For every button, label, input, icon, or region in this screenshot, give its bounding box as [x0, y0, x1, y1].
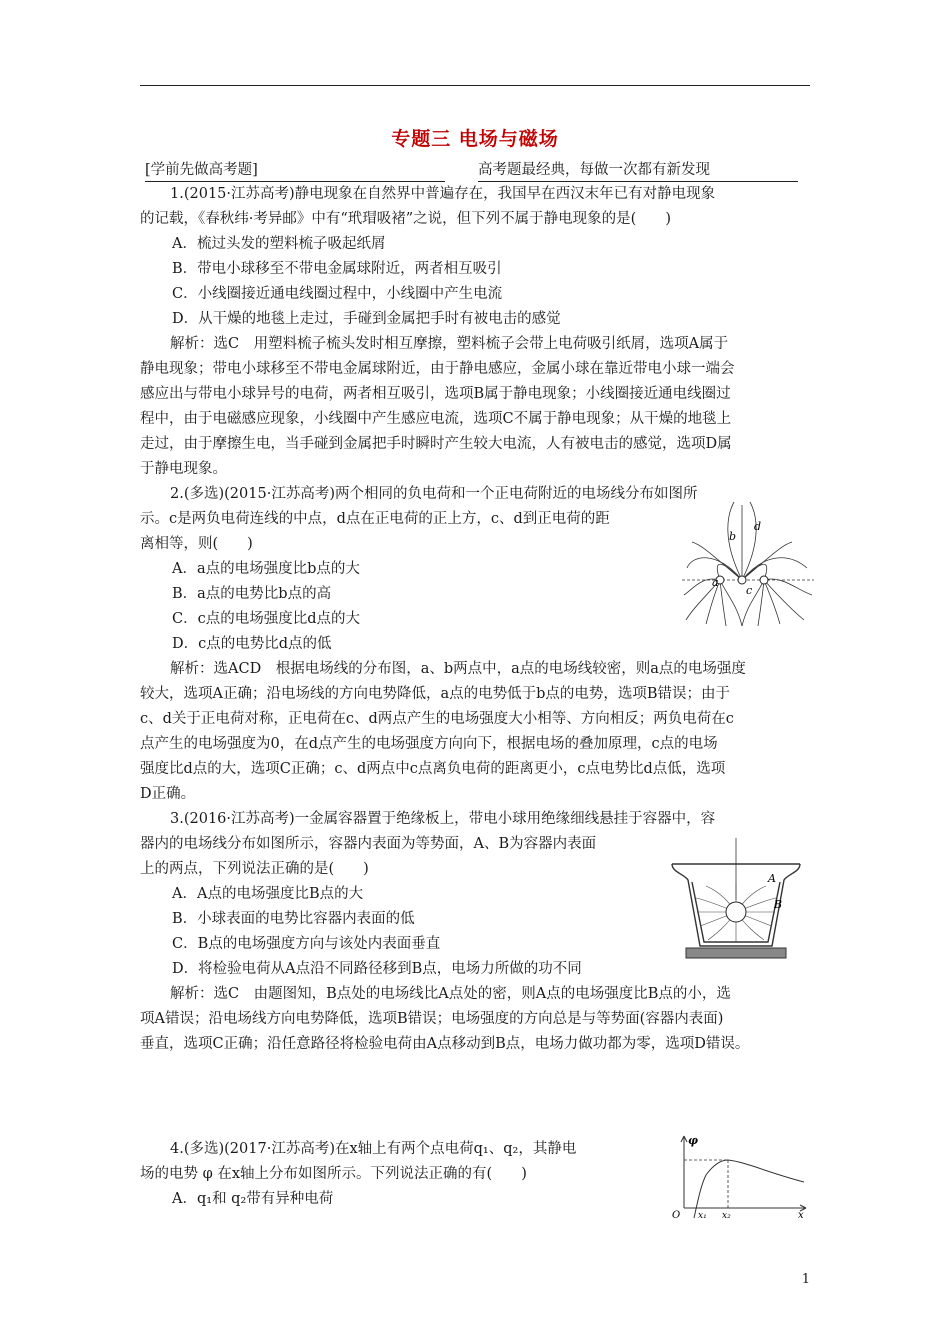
q3-option-b: B．小球表面的电势比容器内表面的低	[172, 911, 415, 927]
q3-option-c: C．B点的电场强度方向与该处内表面垂直	[172, 936, 441, 952]
q1-answer-line3: 感应出与带电小球异号的电荷，两者相互吸引，选项B属于静电现象；小线圈接近通电线圈过	[140, 386, 731, 402]
q3-answer-line2: 项A错误；沿电场线方向电势降低，选项B错误；电场强度的方向总是与等势面(容器内表面)	[140, 1011, 724, 1027]
q1-stem-line2: 的记载，《春秋纬·考异邮》中有“玳瑁吸褚”之说，但下列不属于静电现象的是( )	[140, 211, 671, 227]
q4-stem-line2: 场的电势 φ 在x轴上分布如图所示。下列说法正确的有( )	[140, 1166, 527, 1182]
header-rule	[140, 85, 810, 86]
q2-answer-line1: 解析：选ACD 根据电场线的分布图，a、b两点中，a点的电场线较密，则a点的电场强度	[170, 661, 746, 677]
q1-option-c: C．小线圈接近通电线圈过程中，小线圈中产生电流	[172, 286, 503, 302]
fig4-x2-label: x₂	[722, 1211, 731, 1220]
q2-option-b: B．a点的电势比b点的高	[172, 586, 332, 602]
fig3-label-a: A	[768, 872, 776, 885]
q2-option-a: A．a点的电场强度比b点的大	[172, 561, 360, 577]
q2-answer-line6: D正确。	[140, 786, 196, 802]
q1-option-d: D．从干燥的地毯上走过，手碰到金属把手时有被电击的感觉	[172, 311, 561, 327]
metal-container-figure	[666, 838, 806, 966]
fig2-label-d: d	[754, 520, 762, 533]
q4-stem-line1: 4.(多选)(2017·江苏高考)在x轴上有两个点电荷q₁、q₂，其静电	[170, 1141, 577, 1157]
q3-stem-line3: 上的两点，下列说法正确的是( )	[140, 861, 369, 877]
q3-option-a: A．A点的电场强度比B点的大	[172, 886, 364, 902]
q1-stem-line1: 1.(2015·江苏高考)静电现象在自然界中普遍存在，我国早在西汉末年已有对静电现象	[170, 186, 716, 202]
q3-answer-line1: 解析：选C 由题图知，B点处的电场线比A点处的密，则A点的电场强度比B点的小，选	[170, 986, 731, 1002]
fig2-label-a: a	[712, 576, 719, 589]
q1-answer-line4: 程中，由于电磁感应现象，小线圈中产生感应电流，选项C不属于静电现象；从干燥的地毯上	[140, 411, 732, 427]
q3-answer-line3: 垂直，选项C正确；沿任意路径将检验电荷由A点移动到B点，电场力做功都为零，选项D错误。	[140, 1036, 750, 1052]
q1-answer-line2: 静电现象；带电小球移至不带电金属球附近，由于静电感应，金属小球在靠近带电小球一端会	[140, 361, 735, 377]
fig4-phi-label: φ	[688, 1134, 698, 1147]
subheader-left: [学前先做高考题]	[145, 158, 445, 182]
q3-stem-line2: 器内的电场线分布如图所示，容器内表面为等势面，A、B为容器内表面	[140, 836, 597, 852]
subheader-right: 高考题最经典，每做一次都有新发现	[478, 158, 798, 182]
q2-option-d: D．c点的电势比d点的低	[172, 636, 332, 652]
q2-answer-line5: 强度比d点的大，选项C正确；c、d两点中c点离负电荷的距离更小，c点电势比d点低，选项	[140, 761, 726, 777]
fig3-label-b: B	[774, 898, 783, 911]
q2-answer-line2: 较大，选项A正确；沿电场线的方向电势降低，a点的电势低于b点的电势，选项B错误；由于	[140, 686, 731, 702]
q1-option-a: A．梳过头发的塑料梳子吸起纸屑	[172, 236, 386, 252]
q1-answer-line6: 于静电现象。	[140, 461, 227, 477]
q1-answer-line5: 走过，由于摩擦生电，当手碰到金属把手时瞬时产生较大电流，人有被电击的感觉，选项D属	[140, 436, 732, 452]
field-lines-figure	[682, 500, 814, 628]
q2-stem-line2: 示。c是两负电荷连线的中点，d点在正电荷的正上方，c、d到正电荷的距	[140, 511, 610, 527]
q3-stem-line1: 3.(2016·江苏高考)一金属容器置于绝缘板上，带电小球用绝缘细线悬挂于容器中，容	[170, 811, 716, 827]
fig4-x-axis-label: x	[798, 1210, 804, 1220]
q2-option-c: C．c点的电场强度比d点的大	[172, 611, 360, 627]
question-4	[140, 1137, 680, 1212]
q1-option-b: B．带电小球移至不带电金属球附近，两者相互吸引	[172, 261, 502, 277]
q3-option-d: D．将检验电荷从A点沿不同路径移到B点，电场力所做的功不同	[172, 961, 582, 977]
q4-option-a: A．q₁和 q₂带有异种电荷	[172, 1191, 334, 1207]
q1-answer-line1: 解析：选C 用塑料梳子梳头发时相互摩擦，塑料梳子会带上电荷吸引纸屑，选项A属于	[170, 336, 729, 352]
q2-answer-line4: 点产生的电场强度为0，在d点产生的电场强度方向向下，根据电场的叠加原理，c点的电场	[140, 736, 718, 752]
fig4-origin-label: O	[672, 1210, 681, 1220]
q2-stem-line1: 2.(多选)(2015·江苏高考)两个相同的负电荷和一个正电荷附近的电场线分布如图所	[170, 486, 698, 502]
page-title: 专题三 电场与磁场	[391, 128, 559, 150]
fig4-x1-label: x₁	[698, 1211, 707, 1220]
question-1	[140, 182, 820, 482]
q2-stem-line3: 离相等，则( )	[140, 536, 253, 552]
page-number: 1	[801, 1272, 810, 1287]
q2-answer-line3: c、d关于正电荷对称，正电荷在c、d两点产生的电场强度大小相等、方向相反；两负电荷在c	[140, 711, 734, 727]
fig2-label-c: c	[746, 584, 753, 597]
potential-graph-figure	[666, 1130, 811, 1220]
fig2-label-b: b	[729, 530, 737, 543]
